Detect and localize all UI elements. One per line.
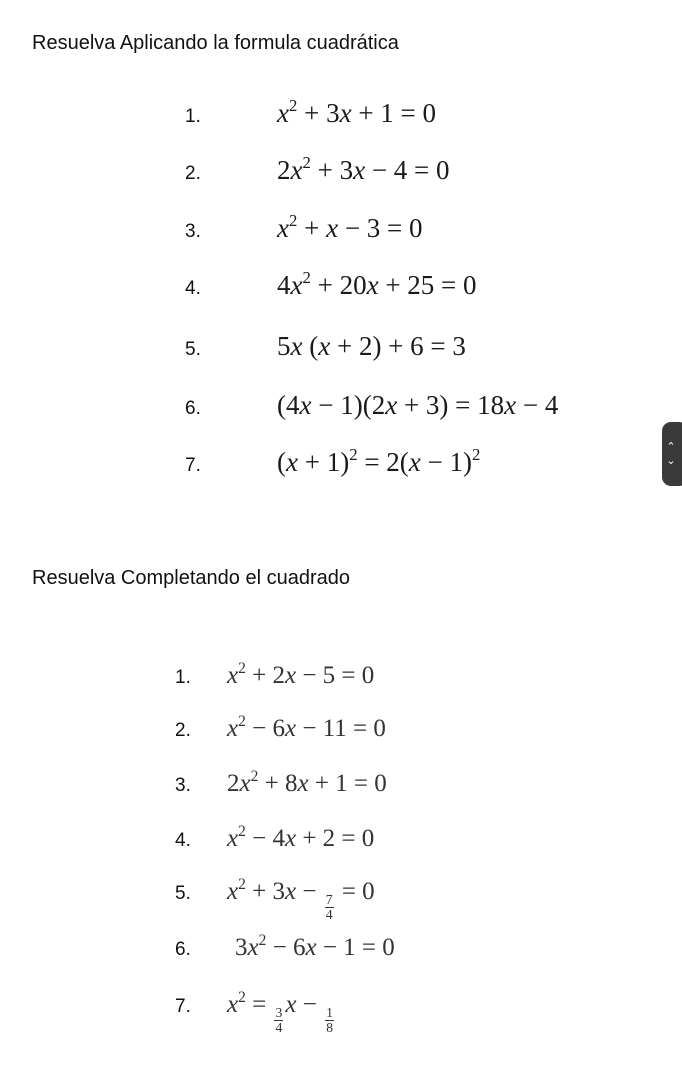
- equation: $(x + 1)^2 = 2(x - 1)^2$: [277, 445, 481, 477]
- equation: $x^2 - 6x - 11 = 0$: [227, 712, 386, 742]
- section-2-heading: Resuelva Completando el cuadrado: [32, 567, 350, 589]
- scroll-control[interactable]: [662, 422, 682, 486]
- item-number: 5.: [185, 339, 201, 360]
- equation-item: [175, 875, 375, 923]
- equation: $3x^2 - 6x - 1 = 0$: [235, 931, 395, 961]
- equation-item: [175, 822, 375, 853]
- item-number: 5.: [175, 883, 191, 904]
- equation: $2x^2 + 3x - 4 = 0$: [277, 153, 450, 185]
- item-number: 7.: [175, 996, 191, 1017]
- equation-item: [175, 988, 336, 1036]
- equation: $2x^2 + 8x + 1 = 0$: [227, 767, 387, 797]
- section-1-heading: Resuelva Aplicando la formula cuadrática: [32, 32, 399, 54]
- equation: $x^2 + x - 3 = 0$: [277, 211, 423, 243]
- equation: $x^2 + 3x + 1 = 0$: [277, 96, 437, 128]
- equation: $x^2 + 2x - 5 = 0$: [227, 659, 375, 689]
- item-number: 1.: [175, 667, 191, 688]
- item-number: 2.: [185, 163, 201, 184]
- equation: $x^2$ = $\frac{3}{4}$ x − $\frac{1}{8}$: [227, 988, 333, 1036]
- equation-item: [185, 447, 480, 478]
- item-number: 3.: [185, 221, 201, 242]
- equation-item: [185, 98, 436, 129]
- item-number: 6.: [185, 398, 201, 419]
- equation-item: [185, 155, 450, 186]
- item-number: 1.: [185, 106, 201, 127]
- equation: $x^2 - 4x + 2 = 0$: [227, 822, 375, 852]
- item-number: 7.: [185, 455, 201, 476]
- item-number: 4.: [185, 278, 201, 299]
- item-number: 6.: [175, 939, 191, 960]
- equation-item: [175, 712, 386, 743]
- item-number: 3.: [175, 775, 191, 796]
- equation-item: [185, 213, 423, 244]
- equation: $x^2 + 3x$ − $\frac{7}{4}$ = 0: [227, 875, 375, 923]
- equation: $4x^2 + 20x + 25 = 0$: [277, 268, 477, 300]
- equation: (4x − 1)(2x + 3) = 18x − 4: [277, 390, 559, 420]
- item-number: 2.: [175, 720, 191, 741]
- equation-item: [185, 270, 477, 301]
- item-number: 4.: [175, 830, 191, 851]
- equation-item: [175, 931, 395, 962]
- chevron-down-icon[interactable]: ⌄: [666, 454, 676, 467]
- equation-item: [185, 331, 466, 362]
- equation: 5x (x + 2) + 6 = 3: [277, 331, 466, 361]
- equation-item: [175, 659, 375, 690]
- equation-item: [185, 390, 558, 421]
- equation-item: [175, 767, 387, 798]
- chevron-up-icon[interactable]: ⌃: [666, 440, 676, 453]
